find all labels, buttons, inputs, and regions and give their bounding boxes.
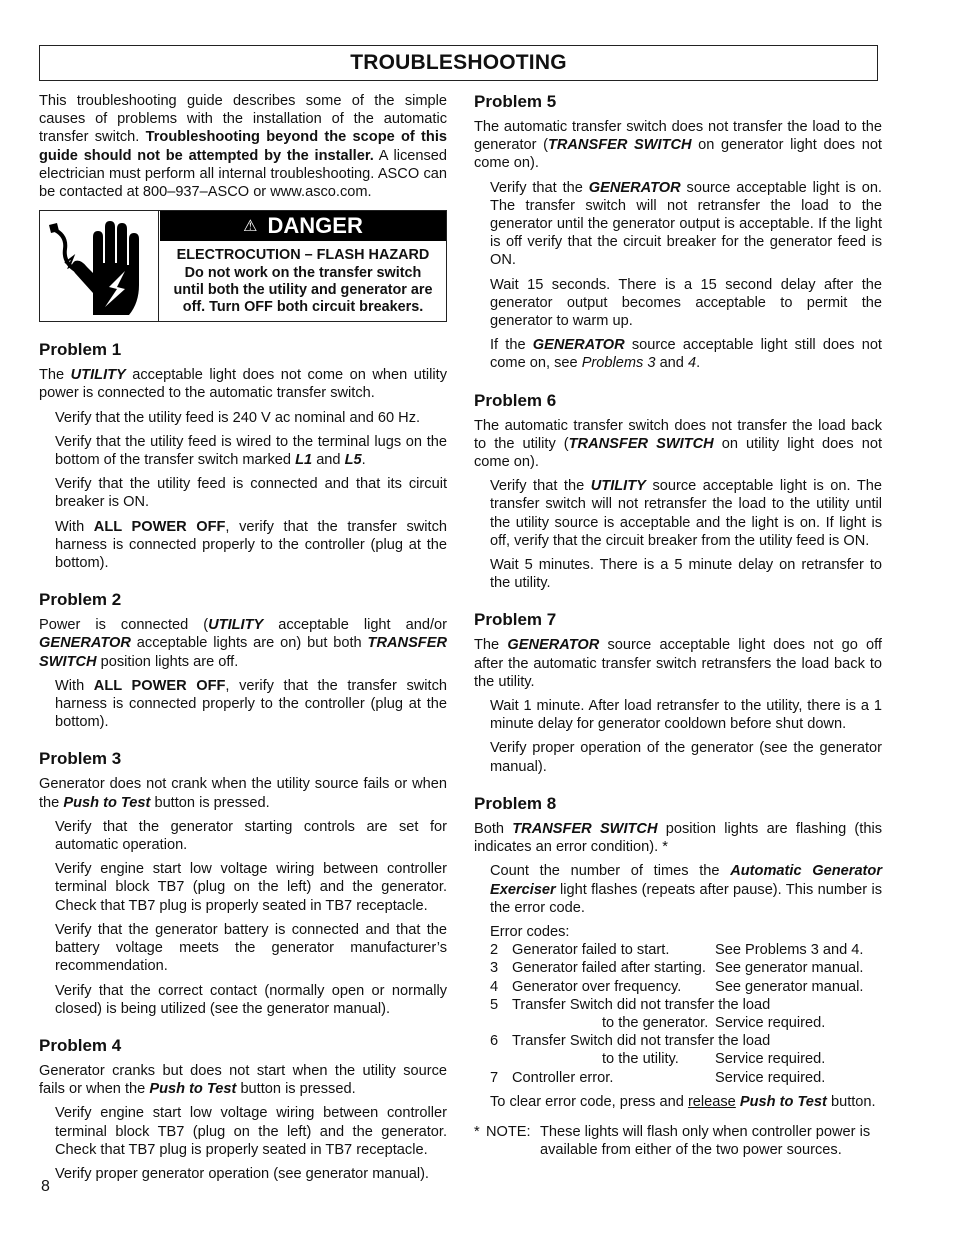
- problem-5-description: The automatic transfer switch does not transfer the load to the generator (TRANSFER SWITCH on generator light does not come on).: [474, 119, 882, 172]
- danger-text: ELECTROCUTION – FLASH HAZARD Do not work on the transfer switch until both the utility and generator are off. Turn OFF both circuit breakers.: [173, 247, 433, 316]
- problem-5-step: If the GENERATOR source acceptable light still does not come on, see Problems 3 and 4.: [490, 337, 882, 372]
- error-codes-label: Error codes:: [490, 923, 570, 940]
- page-header: [39, 45, 878, 81]
- problem-2-heading: Problem 2: [39, 590, 122, 610]
- problem-1-step: With ALL POWER OFF, verify that the transfer switch harness is connected properly to the controller (plug at the bottom).: [55, 518, 447, 572]
- problem-1-step: Verify that the utility feed is 240 V ac nominal and 60 Hz.: [55, 409, 421, 426]
- danger-title: DANGER: [267, 213, 363, 239]
- page-number: 8: [41, 1178, 50, 1195]
- error-codes-list: [490, 923, 882, 1087]
- error-code-row: 3 Generator failed after starting. See generator manual.: [490, 960, 864, 977]
- error-code-row: 6 Transfer Switch did not transfer the load: [490, 1033, 771, 1050]
- problem-6-step: Wait 5 minutes. There is a 5 minute delay on retransfer to the utility.: [490, 557, 882, 592]
- page-title: TROUBLESHOOTING: [350, 51, 567, 74]
- problem-4-step: Verify proper generator operation (see generator manual).: [55, 1165, 429, 1182]
- problem-3-step: Verify that the correct contact (normally open or normally closed) is being utilized (see the generator manual).: [55, 982, 447, 1017]
- problem-2-description: Power is connected (UTILITY acceptable light and/or GENERATOR acceptable lights are on) but both TRANSFER SWITCH position lights are off.: [39, 617, 447, 670]
- error-code-row: 7 Controller error. Service required.: [490, 1069, 826, 1086]
- problem-5-step: Wait 15 seconds. There is a 15 second delay after the generator output becomes acceptable to permit the generator to warm up.: [490, 276, 882, 330]
- problem-6-step: Verify that the UTILITY source acceptable light is on. The transfer switch will not retransfer the load to the utility until the utility source is acceptable and the light is on. If light is off, verify that the circuit breaker from the utility feed is ON.: [490, 478, 882, 549]
- error-code-row: 5 Transfer Switch did not transfer the load: [490, 996, 771, 1013]
- problem-3-step: Verify engine start low voltage wiring between controller terminal block TB7 (plug on the left) and the generator. Check that TB7 plug is properly seated in TB7 receptacle.: [55, 861, 447, 914]
- problem-3-step: Verify that the generator battery is connected and that the battery voltage meets the generator manufacturer’s recommendation.: [55, 921, 447, 975]
- problem-8-heading: Problem 8: [474, 793, 557, 813]
- problem-7-step: Verify proper operation of the generator (see the generator manual).: [490, 740, 882, 775]
- problem-1-description: The UTILITY acceptable light does not come on when utility power is connected to the automatic transfer switch.: [39, 367, 447, 402]
- problem-5-heading: Problem 5: [474, 92, 557, 111]
- error-code-row: 2 Generator failed to start. See Problems 3 and 4.: [490, 942, 864, 959]
- problem-8-description: Both TRANSFER SWITCH position lights are flashing (this indicates an error condition). *: [474, 820, 882, 856]
- problem-6-heading: Problem 6: [474, 390, 557, 410]
- problem-7-heading: Problem 7: [474, 610, 557, 630]
- problem-8-step: Count the number of times the Automatic Generator Exerciser light flashes (repeats after pause). This number is the error code.: [490, 863, 883, 916]
- problem-4-heading: Problem 4: [39, 1035, 122, 1055]
- problem-4-description: Generator cranks but does not start when the utility source fails or when the Push to Test button is pressed.: [39, 1062, 447, 1098]
- problem-7-step: Wait 1 minute. After load retransfer to the utility, there is a 1 minute delay for generator cooldown before shut down.: [490, 698, 882, 733]
- problem-6-description: The automatic transfer switch does not transfer the load back to the utility (TRANSFER SWITCH on utility light does not come on).: [474, 417, 882, 471]
- problem-5-step: Verify that the GENERATOR source acceptable light is on. The transfer switch will not retransfer the load to the generator until the generator output is acceptable. If the light is off verify that the circuit breaker for the generator feed is ON.: [490, 179, 882, 269]
- problem-7-description: The GENERATOR source acceptable light does not go off after the automatic transfer switch retransfers the load back to the utility.: [474, 637, 882, 690]
- danger-warning-box: [39, 210, 447, 322]
- right-column: [474, 92, 882, 1159]
- problem-2-step: With ALL POWER OFF, verify that the transfer switch harness is connected properly to the controller (plug at the bottom).: [55, 677, 447, 731]
- note: * NOTE: These lights will flash only when controller power is available from either of the two power sources.: [474, 1123, 871, 1159]
- problem-3-heading: Problem 3: [39, 749, 122, 769]
- error-code-row: 4 Generator over frequency. See generator manual.: [490, 978, 864, 995]
- error-code-continuation: to the utility. Service required.: [602, 1051, 826, 1068]
- problem-1-step: Verify that the utility feed is connected and that its circuit breaker is ON.: [55, 476, 447, 511]
- warning-triangle-icon: ⚠: [243, 218, 258, 236]
- problem-1-heading: Problem 1: [39, 340, 122, 360]
- problem-3-step: Verify that the generator starting controls are set for automatic operation.: [55, 818, 447, 854]
- electrocution-hand-icon: [45, 215, 150, 317]
- problem-3-description: Generator does not crank when the utility source fails or when the Push to Test button is pressed.: [39, 776, 447, 811]
- error-code-continuation: to the generator. Service required.: [602, 1014, 826, 1031]
- problem-1-step: Verify that the utility feed is wired to the terminal lugs on the bottom of the transfer switch marked L1 and L5.: [55, 433, 447, 469]
- problem-4-step: Verify engine start low voltage wiring between controller terminal block TB7 (plug on the left) and the generator. Check that TB7 plug is properly seated in TB7 receptacle.: [55, 1105, 447, 1158]
- intro-paragraph: This troubleshooting guide describes some of the simple causes of problems with the installation of the automatic transfer switch. Troubleshooting beyond the scope of this guide should not be attempted by the installer. A licensed electrician must perform all internal troubleshooting. ASCO can be contacted at 800–937–ASCO or www.asco.com.: [39, 93, 448, 201]
- left-column: [39, 92, 447, 1183]
- danger-divider: [158, 211, 159, 321]
- clear-error-instructions: To clear error code, press and release Push to Test button.: [490, 1093, 876, 1110]
- danger-title-bar: [160, 211, 446, 241]
